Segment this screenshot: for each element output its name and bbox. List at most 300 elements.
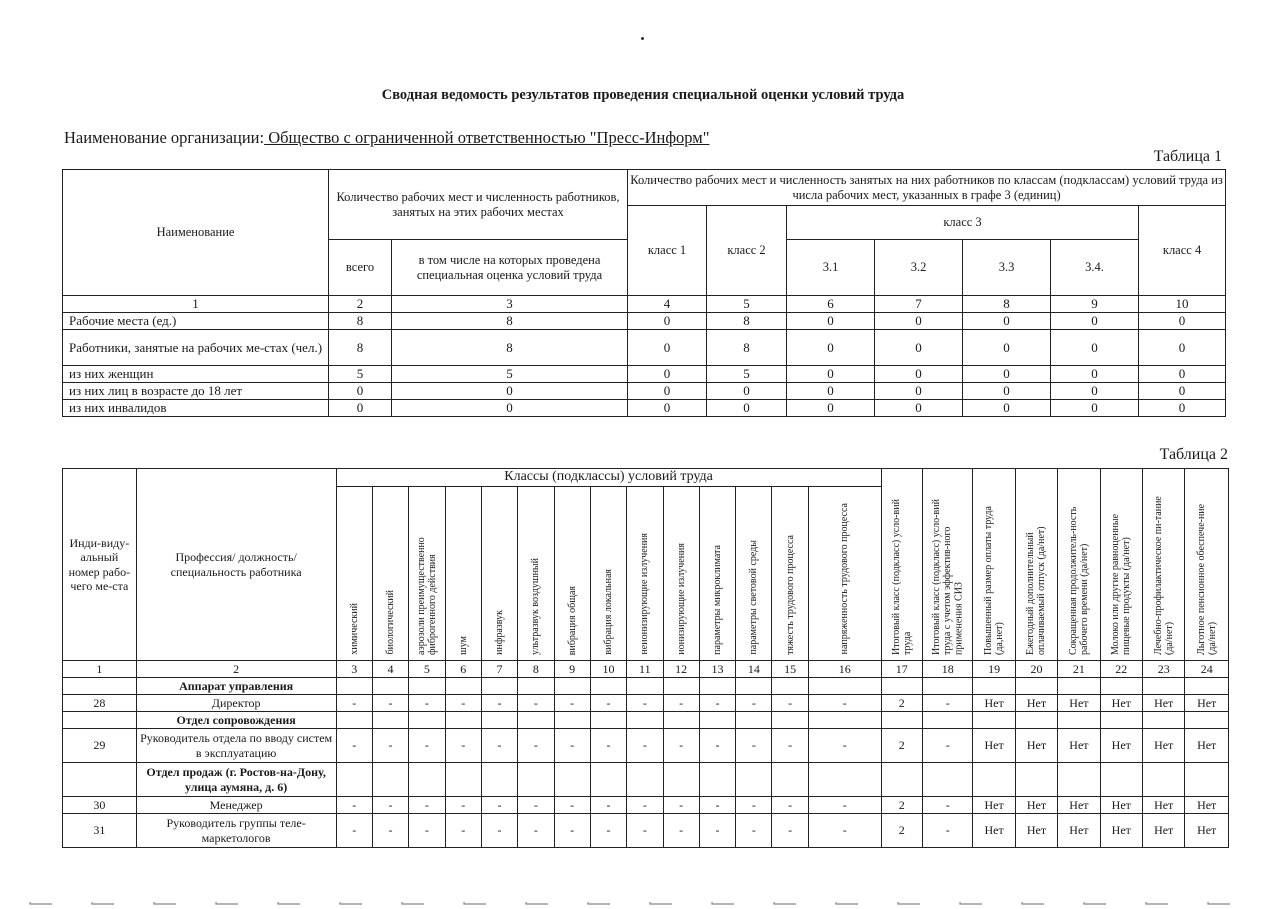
section-empty-cell [1015, 678, 1057, 695]
factor-class-cell: - [372, 729, 408, 763]
table-row [63, 330, 1226, 366]
t1-colnum: 8 [963, 296, 1051, 313]
t2-header-benefit: Сокращенная продолжитель-ность рабочего времени (да/нет) [1067, 506, 1090, 655]
factor-class-cell: - [336, 814, 372, 848]
benefit-cell: Нет [1015, 729, 1057, 763]
factor-class-cell: - [699, 695, 735, 712]
t2-colnum: 3 [336, 661, 372, 678]
final-class-siz-cell: - [922, 797, 972, 814]
section-empty-cell [772, 763, 808, 797]
t2-colnum: 21 [1058, 661, 1100, 678]
t1-header-class3: класс 3 [787, 206, 1139, 240]
section-empty-cell [63, 763, 137, 797]
factor-class-cell: - [481, 814, 517, 848]
t1-cell: 5 [329, 366, 392, 383]
benefit-cell: Нет [1058, 729, 1100, 763]
table-row [63, 729, 1229, 763]
t2-header-benefit: Ежегодный дополнительный оплачиваемый отпуск (да/нет) [1025, 526, 1048, 655]
section-empty-cell [1058, 678, 1100, 695]
factor-class-cell: - [772, 729, 808, 763]
t1-cell: 0 [628, 400, 707, 417]
section-empty-cell [922, 678, 972, 695]
t1-cell: 0 [875, 366, 963, 383]
summary-table [62, 169, 1226, 417]
t1-cell: 5 [707, 366, 787, 383]
section-empty-cell [518, 678, 554, 695]
section-empty-cell [973, 678, 1015, 695]
factor-class-cell: - [409, 814, 445, 848]
section-empty-cell [699, 678, 735, 695]
benefit-cell: Нет [1100, 695, 1142, 712]
section-empty-cell [736, 678, 772, 695]
t2-header-factor: инфразвук [493, 609, 505, 655]
section-row [63, 712, 1229, 729]
t2-header-classes-group: Классы (подклассы) условий труда [336, 469, 881, 487]
t1-header-name: Наименование [63, 170, 329, 296]
factor-class-cell: - [772, 797, 808, 814]
page-title: Сводная ведомость результатов проведения специальной оценки условий труда [381, 87, 905, 103]
factor-class-cell: - [590, 814, 626, 848]
section-name: Отдел продаж (г. Ростов-на-Дону, улица аумяна, д. 6) [136, 763, 336, 797]
factor-class-cell: - [336, 797, 372, 814]
t1-header-assessed: в том числе на которых проведена специальная оценка условий труда [392, 240, 628, 296]
benefit-cell: Нет [1058, 797, 1100, 814]
t1-cell: 0 [963, 400, 1051, 417]
t1-colnum: 9 [1051, 296, 1139, 313]
table-row [63, 366, 1226, 383]
benefit-cell: Нет [1185, 729, 1229, 763]
t2-colnum: 14 [736, 661, 772, 678]
factor-class-cell: - [663, 797, 699, 814]
final-class-cell: 2 [881, 729, 922, 763]
section-empty-cell [1185, 763, 1229, 797]
section-empty-cell [881, 678, 922, 695]
section-empty-cell [1058, 712, 1100, 729]
benefit-cell: Нет [1015, 695, 1057, 712]
t1-header-class1: класс 1 [628, 206, 707, 296]
t1-header-class2: класс 2 [707, 206, 787, 296]
t1-cell: 0 [875, 313, 963, 330]
t1-cell: 0 [329, 383, 392, 400]
section-empty-cell [736, 763, 772, 797]
t2-header-benefit: Льготное пенсионное обеспече-ние (да/нет) [1195, 503, 1218, 655]
factor-class-cell: - [663, 814, 699, 848]
t1-cell: 0 [1051, 400, 1139, 417]
factor-class-cell: - [808, 695, 881, 712]
factor-class-cell: - [481, 729, 517, 763]
t1-cell: 0 [392, 400, 628, 417]
section-empty-cell [1015, 763, 1057, 797]
section-empty-cell [1058, 763, 1100, 797]
t2-header-profession: Профессия/ должность/ специальность работника [136, 469, 336, 661]
factor-class-cell: - [445, 729, 481, 763]
section-empty-cell [922, 712, 972, 729]
benefit-cell: Нет [1058, 814, 1100, 848]
factor-class-cell: - [518, 695, 554, 712]
section-empty-cell [627, 712, 663, 729]
benefit-cell: Нет [973, 814, 1015, 848]
factor-class-cell: - [409, 797, 445, 814]
t1-cell: 0 [1051, 330, 1139, 366]
section-empty-cell [736, 712, 772, 729]
factor-class-cell: - [336, 695, 372, 712]
workplace-id: 29 [63, 729, 137, 763]
section-empty-cell [409, 763, 445, 797]
table-row [63, 695, 1229, 712]
benefit-cell: Нет [1100, 814, 1142, 848]
benefit-cell: Нет [1100, 797, 1142, 814]
t1-cell: 0 [1051, 313, 1139, 330]
section-empty-cell [1100, 763, 1142, 797]
factor-class-cell: - [808, 814, 881, 848]
t1-column-numbers [63, 296, 1226, 313]
section-empty-cell [481, 712, 517, 729]
scan-edge-marks [0, 876, 1286, 906]
t2-colnum: 1 [63, 661, 137, 678]
t2-colnum: 24 [1185, 661, 1229, 678]
section-empty-cell [518, 763, 554, 797]
benefit-cell: Нет [1185, 797, 1229, 814]
factor-class-cell: - [808, 729, 881, 763]
table-row [63, 383, 1226, 400]
factor-class-cell: - [372, 814, 408, 848]
factor-class-cell: - [808, 797, 881, 814]
section-empty-cell [627, 678, 663, 695]
section-empty-cell [372, 678, 408, 695]
t1-cell: 8 [329, 313, 392, 330]
section-name: Аппарат управления [136, 678, 336, 695]
t2-header-benefit: Лечебно-профилактическое пи-тание (да/нет) [1152, 495, 1175, 655]
benefit-cell: Нет [1185, 695, 1229, 712]
section-name: Отдел сопровождения [136, 712, 336, 729]
factor-class-cell: - [627, 729, 663, 763]
t2-colnum: 15 [772, 661, 808, 678]
t1-header-class3-4: 3.4. [1051, 240, 1139, 296]
factor-class-cell: - [627, 797, 663, 814]
t1-header-class3-3: 3.3 [963, 240, 1051, 296]
factor-class-cell: - [590, 695, 626, 712]
t1-header-count-group: Количество рабочих мест и численность работников, занятых на этих рабочих местах [329, 170, 628, 240]
t1-cell: 0 [963, 383, 1051, 400]
section-empty-cell [554, 678, 590, 695]
section-empty-cell [409, 678, 445, 695]
organization-label: Наименование организации: [64, 128, 265, 147]
t1-cell: 0 [963, 366, 1051, 383]
t2-header-benefit: Молоко или другие равноценные пищевые продукты (да/нет) [1110, 513, 1133, 655]
section-empty-cell [808, 678, 881, 695]
table1-caption: Таблица 1 [1153, 148, 1222, 165]
t1-colnum: 7 [875, 296, 963, 313]
t1-cell: 0 [787, 330, 875, 366]
benefit-cell: Нет [973, 729, 1015, 763]
t1-cell: 8 [707, 313, 787, 330]
factor-class-cell: - [445, 695, 481, 712]
factor-class-cell: - [590, 797, 626, 814]
t2-header-id: Инди-виду-альный номер рабо-чего ме-ста [63, 469, 137, 661]
section-empty-cell [481, 678, 517, 695]
t2-colnum: 10 [590, 661, 626, 678]
section-empty-cell [808, 712, 881, 729]
section-empty-cell [881, 763, 922, 797]
final-class-siz-cell: - [922, 695, 972, 712]
t2-colnum: 22 [1100, 661, 1142, 678]
t1-header-classes-group: Количество рабочих мест и численность занятых на них работников по классам (подклассам) условий труда из числа рабочих мест, указанных в графе 3 (единиц) [628, 170, 1226, 206]
factor-class-cell: - [772, 695, 808, 712]
workplace-id: 28 [63, 695, 137, 712]
t1-colnum: 5 [707, 296, 787, 313]
t1-cell: 0 [707, 383, 787, 400]
t2-header-factor: вибрация общая [566, 585, 578, 655]
t2-header-factor: напряженность трудового процесса [839, 503, 851, 655]
section-empty-cell [481, 763, 517, 797]
t1-cell: 0 [1139, 366, 1226, 383]
benefit-cell: Нет [1143, 814, 1185, 848]
t2-header-final-class: Итоговый класс (подкласс) усло-вий труда [890, 498, 913, 655]
factor-class-cell: - [554, 814, 590, 848]
section-empty-cell [336, 678, 372, 695]
t2-colnum: 16 [808, 661, 881, 678]
factor-class-cell: - [336, 729, 372, 763]
section-empty-cell [808, 763, 881, 797]
organization-name: Общество с ограниченной ответственностью "Пресс-Информ" [264, 128, 710, 147]
section-row [63, 678, 1229, 695]
t2-header-factor: ультразвук воздушный [530, 557, 542, 655]
section-empty-cell [627, 763, 663, 797]
section-empty-cell [1015, 712, 1057, 729]
section-empty-cell [336, 712, 372, 729]
t1-colnum: 2 [329, 296, 392, 313]
section-empty-cell [63, 712, 137, 729]
factor-class-cell: - [699, 729, 735, 763]
section-empty-cell [372, 712, 408, 729]
t1-cell: 0 [963, 330, 1051, 366]
t1-cell: 0 [628, 330, 707, 366]
t1-colnum: 3 [392, 296, 628, 313]
benefit-cell: Нет [1015, 797, 1057, 814]
section-empty-cell [1185, 678, 1229, 695]
factor-class-cell: - [481, 797, 517, 814]
profession-name: Менеджер [136, 797, 336, 814]
section-empty-cell [1185, 712, 1229, 729]
section-empty-cell [409, 712, 445, 729]
t1-cell: 0 [392, 383, 628, 400]
section-empty-cell [699, 712, 735, 729]
t1-cell: 0 [1139, 313, 1226, 330]
t2-header-factor: химический [348, 603, 360, 655]
section-empty-cell [1143, 712, 1185, 729]
factor-class-cell: - [627, 814, 663, 848]
t2-header-factor: параметры световой среды [748, 540, 760, 655]
section-empty-cell [336, 763, 372, 797]
t1-cell: 0 [1139, 400, 1226, 417]
t2-header-factor: ионизирующие излучения [675, 543, 687, 655]
section-empty-cell [590, 678, 626, 695]
benefit-cell: Нет [1185, 814, 1229, 848]
section-empty-cell [772, 712, 808, 729]
t1-cell: 0 [628, 313, 707, 330]
workplace-id: 31 [63, 814, 137, 848]
t1-cell: 8 [707, 330, 787, 366]
section-empty-cell [973, 712, 1015, 729]
t2-colnum: 17 [881, 661, 922, 678]
table2-caption: Таблица 2 [1159, 446, 1228, 463]
section-empty-cell [881, 712, 922, 729]
t2-colnum: 23 [1143, 661, 1185, 678]
benefit-cell: Нет [1058, 695, 1100, 712]
factor-class-cell: - [736, 729, 772, 763]
t1-cell: 0 [628, 366, 707, 383]
final-class-cell: 2 [881, 797, 922, 814]
section-empty-cell [63, 678, 137, 695]
t2-header-factor: шум [457, 635, 469, 655]
factor-class-cell: - [663, 729, 699, 763]
final-class-siz-cell: - [922, 814, 972, 848]
t2-body [63, 678, 1229, 848]
section-empty-cell [445, 763, 481, 797]
factor-class-cell: - [736, 797, 772, 814]
section-empty-cell [1143, 678, 1185, 695]
t2-header-factor: аэрозоли преимущественно фиброгенного действия [415, 536, 438, 655]
t1-colnum: 4 [628, 296, 707, 313]
t1-cell: 8 [329, 330, 392, 366]
t1-cell: 0 [1139, 383, 1226, 400]
t1-cell: 0 [963, 313, 1051, 330]
t2-colnum: 6 [445, 661, 481, 678]
factor-class-cell: - [627, 695, 663, 712]
t1-row-label: Работники, занятые на рабочих ме-стах (чел.) [63, 330, 329, 366]
t1-cell: 0 [628, 383, 707, 400]
final-class-cell: 2 [881, 814, 922, 848]
section-empty-cell [590, 712, 626, 729]
factor-class-cell: - [481, 695, 517, 712]
t1-header-class3-1: 3.1 [787, 240, 875, 296]
factor-class-cell: - [554, 729, 590, 763]
section-empty-cell [1143, 763, 1185, 797]
t2-column-numbers [63, 661, 1229, 678]
t1-cell: 0 [787, 400, 875, 417]
section-empty-cell [663, 678, 699, 695]
section-empty-cell [590, 763, 626, 797]
t2-header-factor: вибрация локальная [602, 569, 614, 655]
factor-class-cell: - [409, 729, 445, 763]
t2-colnum: 5 [409, 661, 445, 678]
benefit-cell: Нет [1143, 797, 1185, 814]
workplace-id: 30 [63, 797, 137, 814]
factor-class-cell: - [554, 695, 590, 712]
t2-colnum: 4 [372, 661, 408, 678]
t1-cell: 5 [392, 366, 628, 383]
factor-class-cell: - [554, 797, 590, 814]
t2-colnum: 12 [663, 661, 699, 678]
t1-row-label: Рабочие места (ед.) [63, 313, 329, 330]
section-row [63, 763, 1229, 797]
profession-name: Руководитель отдела по вводу систем в эксплуатацию [136, 729, 336, 763]
section-empty-cell [554, 712, 590, 729]
section-empty-cell [445, 678, 481, 695]
t1-cell: 0 [875, 330, 963, 366]
t1-cell: 0 [875, 383, 963, 400]
factor-class-cell: - [699, 814, 735, 848]
section-empty-cell [699, 763, 735, 797]
t2-header-factor: биологический [384, 590, 396, 655]
t2-header-final-class-siz: Итоговый класс (подкласс) усло-вий труда с учетом эффектив-ного применения СИЗ [930, 498, 965, 655]
benefit-cell: Нет [1143, 729, 1185, 763]
t1-row-label: из них женщин [63, 366, 329, 383]
t1-cell: 0 [1051, 383, 1139, 400]
t2-colnum: 13 [699, 661, 735, 678]
t2-colnum: 2 [136, 661, 336, 678]
t1-colnum: 1 [63, 296, 329, 313]
section-empty-cell [922, 763, 972, 797]
t1-cell: 0 [787, 366, 875, 383]
final-class-cell: 2 [881, 695, 922, 712]
benefit-cell: Нет [973, 695, 1015, 712]
t2-colnum: 11 [627, 661, 663, 678]
section-empty-cell [1100, 678, 1142, 695]
t1-cell: 0 [1139, 330, 1226, 366]
factor-class-cell: - [590, 729, 626, 763]
section-empty-cell [1100, 712, 1142, 729]
benefit-cell: Нет [1143, 695, 1185, 712]
factor-class-cell: - [736, 695, 772, 712]
t1-colnum: 6 [787, 296, 875, 313]
t2-colnum: 9 [554, 661, 590, 678]
table-row [63, 797, 1229, 814]
t1-row-label: из них лиц в возрасте до 18 лет [63, 383, 329, 400]
profession-name: Директор [136, 695, 336, 712]
section-empty-cell [772, 678, 808, 695]
section-empty-cell [663, 763, 699, 797]
factor-class-cell: - [736, 814, 772, 848]
factor-class-cell: - [372, 695, 408, 712]
factor-class-cell: - [518, 814, 554, 848]
t1-cell: 0 [875, 400, 963, 417]
t1-header-class4: класс 4 [1139, 206, 1226, 296]
section-empty-cell [445, 712, 481, 729]
t2-colnum: 19 [973, 661, 1015, 678]
t2-colnum: 18 [922, 661, 972, 678]
t1-header-class3-2: 3.2 [875, 240, 963, 296]
t2-header-factor: неионизирующие излучения [639, 533, 651, 655]
t2-colnum: 20 [1015, 661, 1057, 678]
t1-cell: 0 [707, 400, 787, 417]
t1-cell: 0 [787, 383, 875, 400]
t1-cell: 0 [787, 313, 875, 330]
factor-class-cell: - [372, 797, 408, 814]
scan-dot [641, 37, 644, 40]
benefit-cell: Нет [1015, 814, 1057, 848]
organization-line [64, 128, 709, 148]
t1-cell: 0 [1051, 366, 1139, 383]
benefit-cell: Нет [1100, 729, 1142, 763]
t2-colnum: 8 [518, 661, 554, 678]
factor-class-cell: - [518, 729, 554, 763]
factor-class-cell: - [409, 695, 445, 712]
final-class-siz-cell: - [922, 729, 972, 763]
t2-header-factor: параметры микроклимата [711, 544, 723, 655]
section-empty-cell [973, 763, 1015, 797]
t1-cell: 8 [392, 313, 628, 330]
t2-colnum: 7 [481, 661, 517, 678]
t1-cell: 8 [392, 330, 628, 366]
t1-row-label: из них инвалидов [63, 400, 329, 417]
t2-header-factor: тяжесть трудового процесса [784, 534, 796, 655]
section-empty-cell [554, 763, 590, 797]
profession-name: Руководитель группы теле-маркетологов [136, 814, 336, 848]
t1-cell: 0 [329, 400, 392, 417]
section-empty-cell [518, 712, 554, 729]
workplaces-table [62, 468, 1229, 848]
